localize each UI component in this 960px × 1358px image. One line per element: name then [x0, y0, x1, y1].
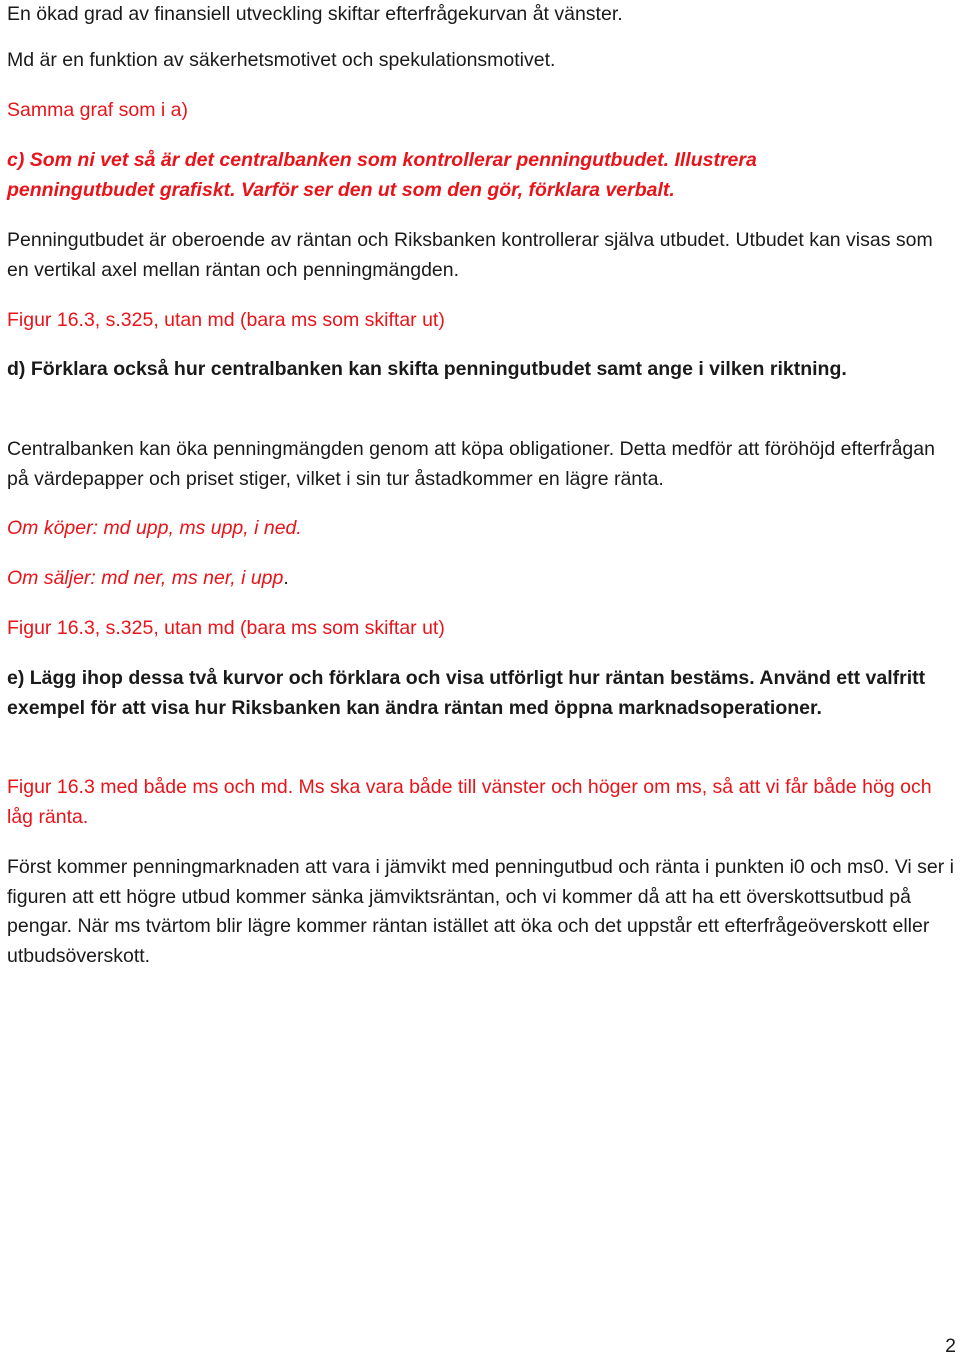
paragraph-financial-development: En ökad grad av finansiell utveckling skiftar efterfrågekurvan åt vänster. — [7, 3, 623, 25]
answer-d-sell-text: Om säljer: md ner, ms ner, i upp — [7, 567, 284, 589]
paragraph-md-function: Md är en funktion av säkerhetsmotivet och spekulationsmotivet. — [7, 49, 556, 71]
answer-d: Centralbanken kan öka penningmängden genom att köpa obligationer. Detta medför att föröhöjd efterfrågan på värdepapper och priset stiger, vilket i sin tur åstadkommer en lägre ränta. — [7, 438, 935, 490]
answer-d-figure-ref: Figur 16.3, s.325, utan md (bara ms som skiftar ut) — [7, 617, 445, 639]
question-d: d) Förklara också hur centralbanken kan skifta penningutbudet samt ange i vilken riktning. — [7, 358, 847, 380]
answer-d-sell — [7, 564, 289, 594]
answer-c-figure-ref: Figur 16.3, s.325, utan md (bara ms som skiftar ut) — [7, 309, 445, 331]
answer-e: Först kommer penningmarknaden att vara i jämvikt med penningutbud och ränta i punkten i0 och ms0. Vi ser i figuren att ett högre utbud kommer sänka jämviktsräntan, och vi kommer då att ha ett överskottsutbud på pengar. När ms tvärtom blir lägre kommer räntan istället att öka och det uppstår ett efterfrågeöverskott eller utbudsöverskott. — [7, 856, 954, 967]
answer-c: Penningutbudet är oberoende av räntan och Riksbanken kontrollerar själva utbudet. Utbudet kan visas som en vertikal axel mellan räntan och penningmängden. — [7, 229, 933, 281]
page-number: 2 — [945, 1335, 956, 1357]
answer-d-sell-period: . — [283, 567, 289, 589]
question-c: c) Som ni vet så är det centralbanken som kontrollerar penningutbudet. Illustrera penningutbudet grafiskt. Varför ser den ut som den gör, förklara verbalt. — [7, 149, 757, 201]
answer-e-figure-ref: Figur 16.3 med både ms och md. Ms ska vara både till vänster och höger om ms, så att vi får både hög och låg ränta. — [7, 776, 932, 828]
paragraph-same-graph: Samma graf som i a) — [7, 99, 188, 121]
answer-d-buy: Om köper: md upp, ms upp, i ned. — [7, 517, 302, 539]
question-e: e) Lägg ihop dessa två kurvor och förklara och visa utförligt hur räntan bestäms. Använd ett valfritt exempel för att visa hur Riksbanken kan ändra räntan med öppna marknadsoperationer. — [7, 667, 926, 719]
